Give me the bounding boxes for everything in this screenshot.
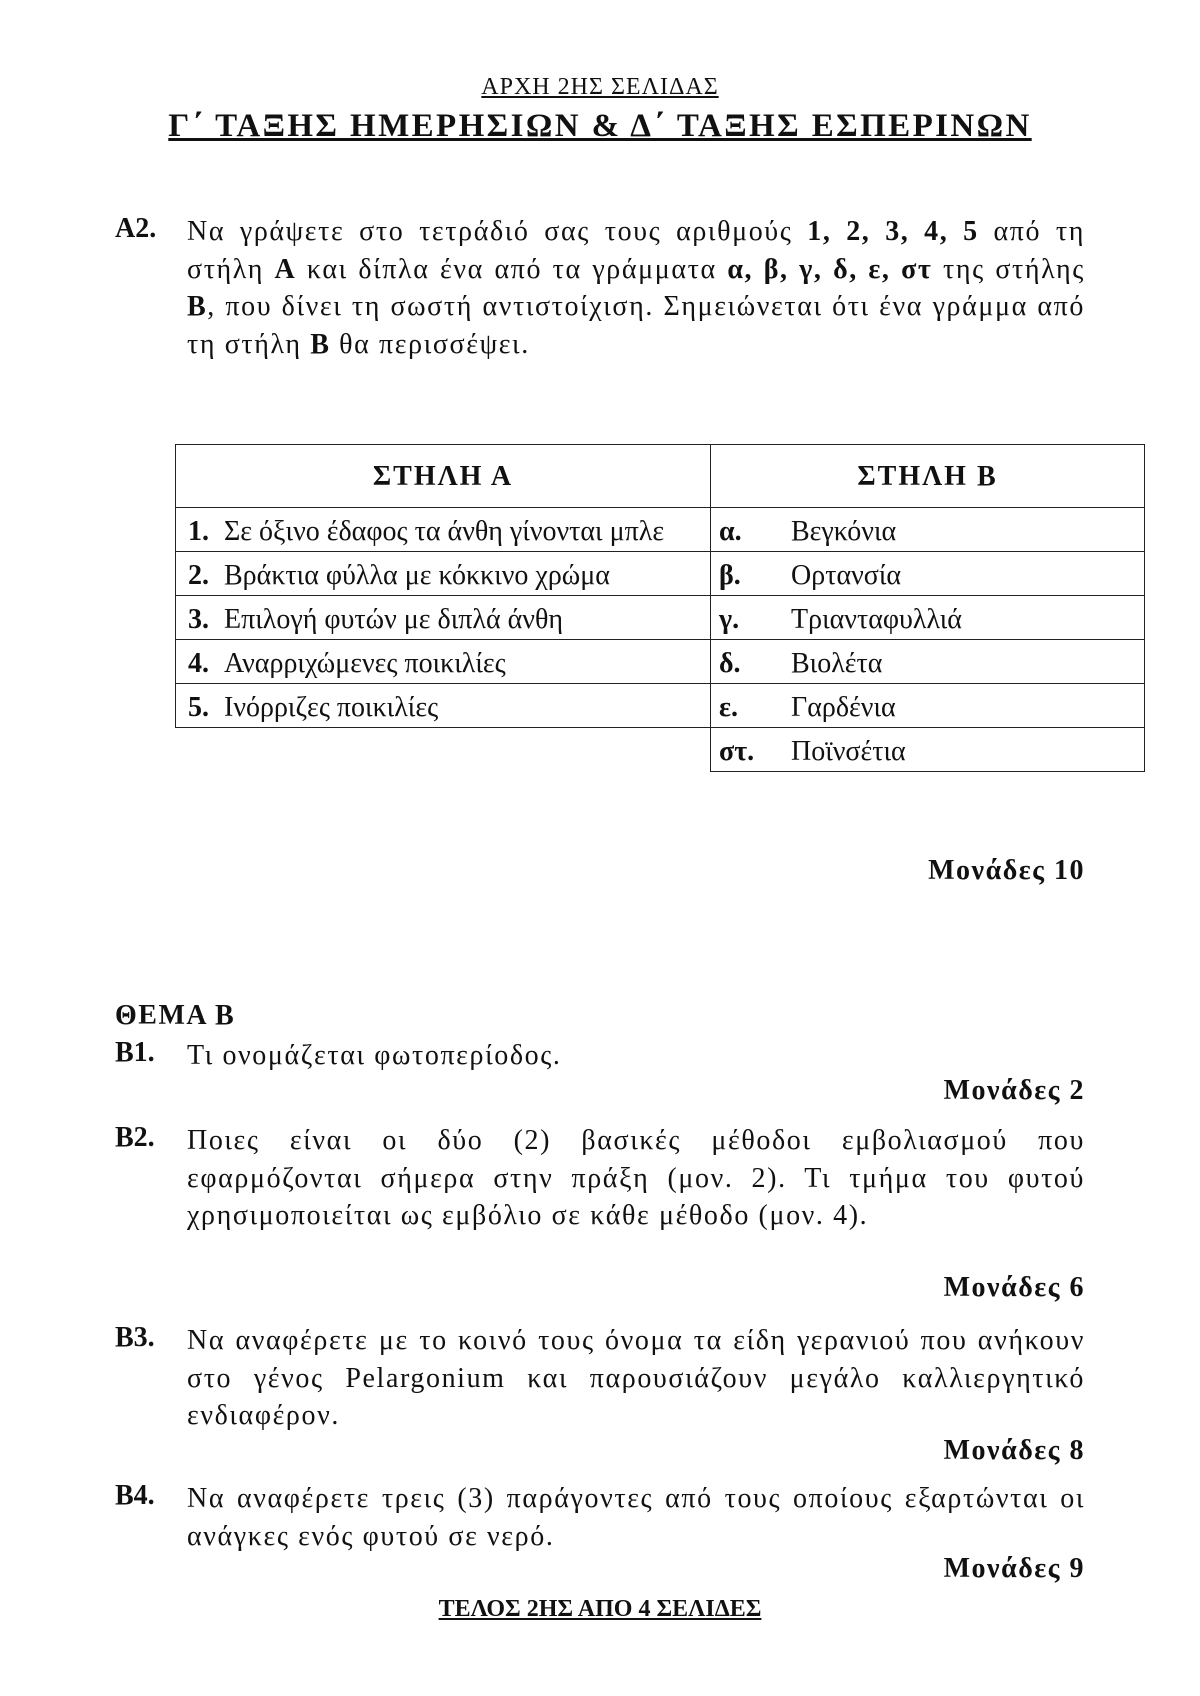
table-row (176, 552, 1145, 596)
question-text: Να αναφέρετε τρεις (3) παράγοντες από τους οποίους εξαρτώνται οι ανάγκες ενός φυτού σε νερό. (187, 1483, 1085, 1552)
question-number: Β4. (115, 1480, 155, 1511)
b4-marks: Μονάδες 9 (943, 1553, 1085, 1584)
table-row (176, 684, 1145, 728)
a2-marks: Μονάδες 10 (928, 855, 1085, 886)
column-b-cell: ε. Γαρδένια (711, 684, 1145, 728)
column-a-header: ΣΤΗΛΗ Α (176, 445, 711, 508)
question-text: Να γράψετε στο τετράδιό σας τους αριθμούς 1, 2, 3, 4, 5 από τη στήλη Α και δίπλα ένα από τα γράμματα α, β, γ, δ, ε, στ της στήλης Β, που δίνει τη σωστή αντιστοίχιση. Σημειώνεται ότι ένα γράμμα από τη στήλη Β θα περισσέψει. (187, 216, 1086, 360)
table-row (176, 640, 1145, 684)
table-row (176, 596, 1145, 640)
page-start-header: ΑΡΧΗ 2ΗΣ ΣΕΛΙΔΑΣ (481, 74, 719, 100)
question-a2 (115, 213, 1085, 363)
column-a-cell: 1. Σε όξινο έδαφος τα άνθη γίνονται μπλε (176, 508, 711, 552)
question-b4 (115, 1480, 1085, 1555)
question-number: Β2. (115, 1122, 155, 1153)
question-b1 (115, 1037, 1085, 1075)
question-number: Α2. (115, 213, 157, 244)
question-b3 (115, 1322, 1085, 1435)
class-title: Γ΄ ΤΑΞΗΣ ΗΜΕΡΗΣΙΩΝ & Δ΄ ΤΑΞΗΣ ΕΣΠΕΡΙΝΩΝ (168, 108, 1032, 144)
question-text: Τι ονομάζεται φωτοπερίοδος. (187, 1040, 562, 1071)
matching-table (175, 444, 1145, 772)
section-title: ΘΕΜΑ Β (115, 1000, 236, 1031)
column-b-cell: στ. Ποϊνσέτια (711, 728, 1145, 772)
column-b-cell: α. Βεγκόνια (711, 508, 1145, 552)
column-b-cell: γ. Τριανταφυλλιά (711, 596, 1145, 640)
question-number: Β3. (115, 1322, 155, 1353)
b2-marks: Μονάδες 6 (943, 1272, 1085, 1303)
column-a-cell: 5. Ινόρριζες ποικιλίες (176, 684, 711, 728)
column-a-cell: 3. Επιλογή φυτών με διπλά άνθη (176, 596, 711, 640)
table-row (176, 728, 1145, 772)
question-b2 (115, 1122, 1085, 1235)
empty-cell (176, 728, 711, 772)
column-b-header: ΣΤΗΛΗ Β (711, 445, 1145, 508)
page-end-footer: ΤΕΛΟΣ 2ΗΣ ΑΠΟ 4 ΣΕΛΙΔΕΣ (438, 1596, 762, 1622)
column-a-cell: 4. Αναρριχώμενες ποικιλίες (176, 640, 711, 684)
column-b-cell: β. Ορτανσία (711, 552, 1145, 596)
question-text: Να αναφέρετε με το κοινό τους όνομα τα είδη γερανιού που ανήκουν στο γένος Pelargonium και παρουσιάζουν μεγάλο καλλιεργητικό ενδιαφέρον. (187, 1325, 1085, 1431)
question-text: Ποιες είναι οι δύο (2) βασικές μέθοδοι εμβολιασμού που εφαρμόζονται σήμερα στην πράξη (μον. 2). Τι τμήμα του φυτού χρησιμοποιείται ως εμβόλιο σε κάθε μέθοδο (μον. 4). (187, 1125, 1085, 1231)
b3-marks: Μονάδες 8 (943, 1435, 1085, 1466)
table-header-row (176, 445, 1145, 508)
column-b-cell: δ. Βιολέτα (711, 640, 1145, 684)
question-number: Β1. (115, 1037, 155, 1068)
table-row (176, 508, 1145, 552)
b1-marks: Μονάδες 2 (943, 1075, 1085, 1106)
column-a-cell: 2. Βράκτια φύλλα με κόκκινο χρώμα (176, 552, 711, 596)
